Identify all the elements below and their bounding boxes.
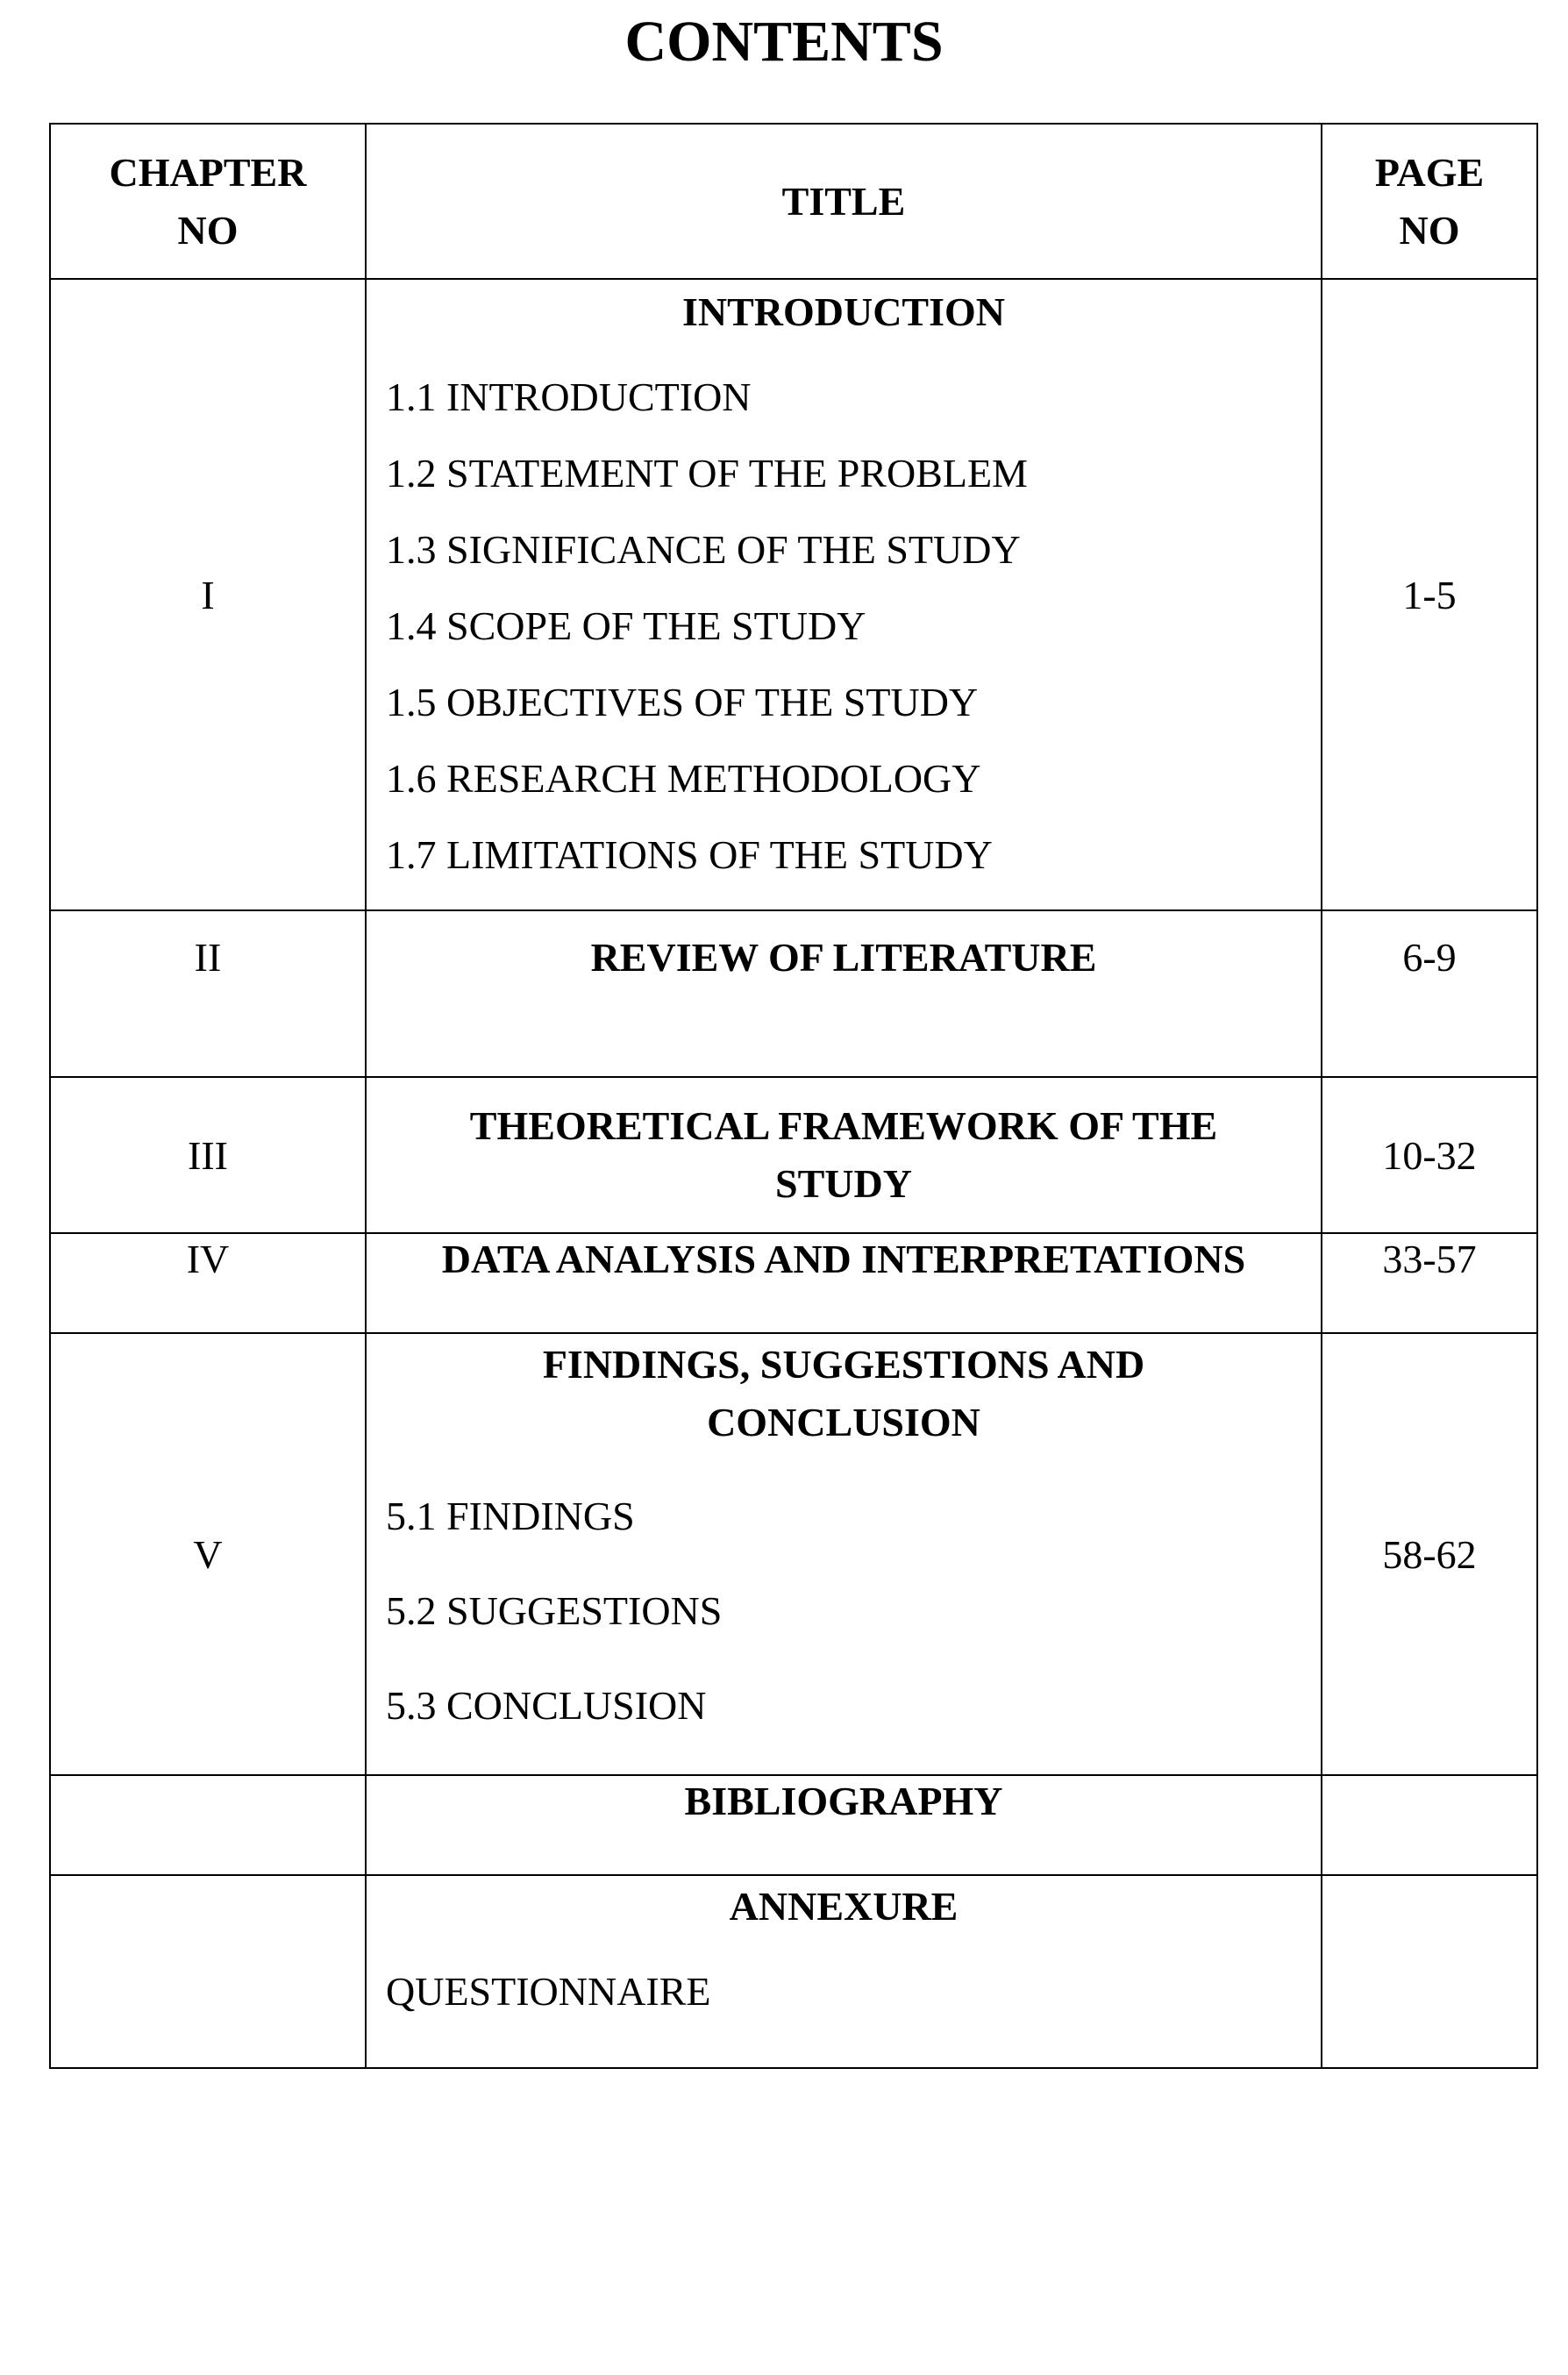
chapter-number: III bbox=[50, 1077, 366, 1233]
section-item: 5.1 FINDINGS bbox=[386, 1494, 635, 1538]
page-no-header bbox=[1322, 124, 1537, 279]
chapter-heading: BIBLIOGRAPHY bbox=[366, 1775, 1322, 1875]
section-item: 5.2 SUGGESTIONS bbox=[386, 1588, 723, 1633]
chapter-title-cell bbox=[366, 1333, 1322, 1775]
chapter-number: IV bbox=[50, 1233, 366, 1333]
page-range bbox=[1322, 1875, 1537, 2068]
page-range: 33-57 bbox=[1322, 1233, 1537, 1333]
chapter-no-header bbox=[50, 124, 366, 279]
page-header-line1: PAGE bbox=[1374, 149, 1485, 195]
chapter-heading-line2: STUDY bbox=[775, 1161, 912, 1206]
section-item: QUESTIONNAIRE bbox=[386, 1969, 711, 2014]
chapter-number bbox=[50, 1775, 366, 1875]
chapter-header-line1: CHAPTER bbox=[109, 149, 307, 195]
table-row bbox=[50, 1775, 1537, 1875]
page-header-line2: NO bbox=[1399, 207, 1460, 253]
chapter-title-cell bbox=[366, 1875, 1322, 2068]
table-row bbox=[50, 1233, 1537, 1333]
chapter-heading-line1: FINDINGS, SUGGESTIONS AND bbox=[542, 1342, 1145, 1387]
page-range bbox=[1322, 1775, 1537, 1875]
page-title: CONTENTS bbox=[624, 10, 944, 74]
chapter-number: V bbox=[50, 1333, 366, 1775]
chapter-number: II bbox=[50, 910, 366, 1077]
section-item: 1.6 RESEARCH METHODOLOGY bbox=[386, 756, 981, 801]
page-range: 1-5 bbox=[1322, 279, 1537, 910]
table-row bbox=[50, 279, 1537, 910]
title-header bbox=[366, 124, 1322, 279]
chapter-heading-line2: CONCLUSION bbox=[707, 1400, 980, 1444]
section-item: 1.7 LIMITATIONS OF THE STUDY bbox=[386, 832, 993, 877]
chapter-number: I bbox=[50, 279, 366, 910]
chapter-title-cell bbox=[366, 279, 1322, 910]
section-item: 1.5 OBJECTIVES OF THE STUDY bbox=[386, 680, 979, 724]
page-range: 6-9 bbox=[1322, 910, 1537, 1077]
chapter-heading: INTRODUCTION bbox=[681, 289, 1006, 334]
chapter-number bbox=[50, 1875, 366, 2068]
title-header-text: TITLE bbox=[781, 178, 906, 224]
header-row bbox=[50, 124, 1537, 279]
table-row bbox=[50, 910, 1537, 1077]
chapter-title-cell bbox=[366, 1077, 1322, 1233]
table-row bbox=[50, 1333, 1537, 1775]
page-range: 10-32 bbox=[1322, 1077, 1537, 1233]
chapter-heading: DATA ANALYSIS AND INTERPRETATIONS bbox=[366, 1233, 1322, 1333]
chapter-heading: ANNEXURE bbox=[729, 1884, 959, 1929]
section-item: 5.3 CONCLUSION bbox=[386, 1683, 707, 1728]
section-item: 1.4 SCOPE OF THE STUDY bbox=[386, 603, 866, 648]
table-row bbox=[50, 1875, 1537, 2068]
section-item: 1.1 INTRODUCTION bbox=[386, 374, 752, 419]
table-row bbox=[50, 1077, 1537, 1233]
page-range: 58-62 bbox=[1322, 1333, 1537, 1775]
chapter-heading: REVIEW OF LITERATURE bbox=[366, 910, 1322, 1077]
section-item: 1.3 SIGNIFICANCE OF THE STUDY bbox=[386, 527, 1021, 572]
section-item: 1.2 STATEMENT OF THE PROBLEM bbox=[386, 451, 1028, 496]
contents-table bbox=[49, 123, 1538, 2069]
chapter-heading-line1: THEORETICAL FRAMEWORK OF THE bbox=[469, 1103, 1218, 1148]
chapter-header-line2: NO bbox=[177, 207, 239, 253]
